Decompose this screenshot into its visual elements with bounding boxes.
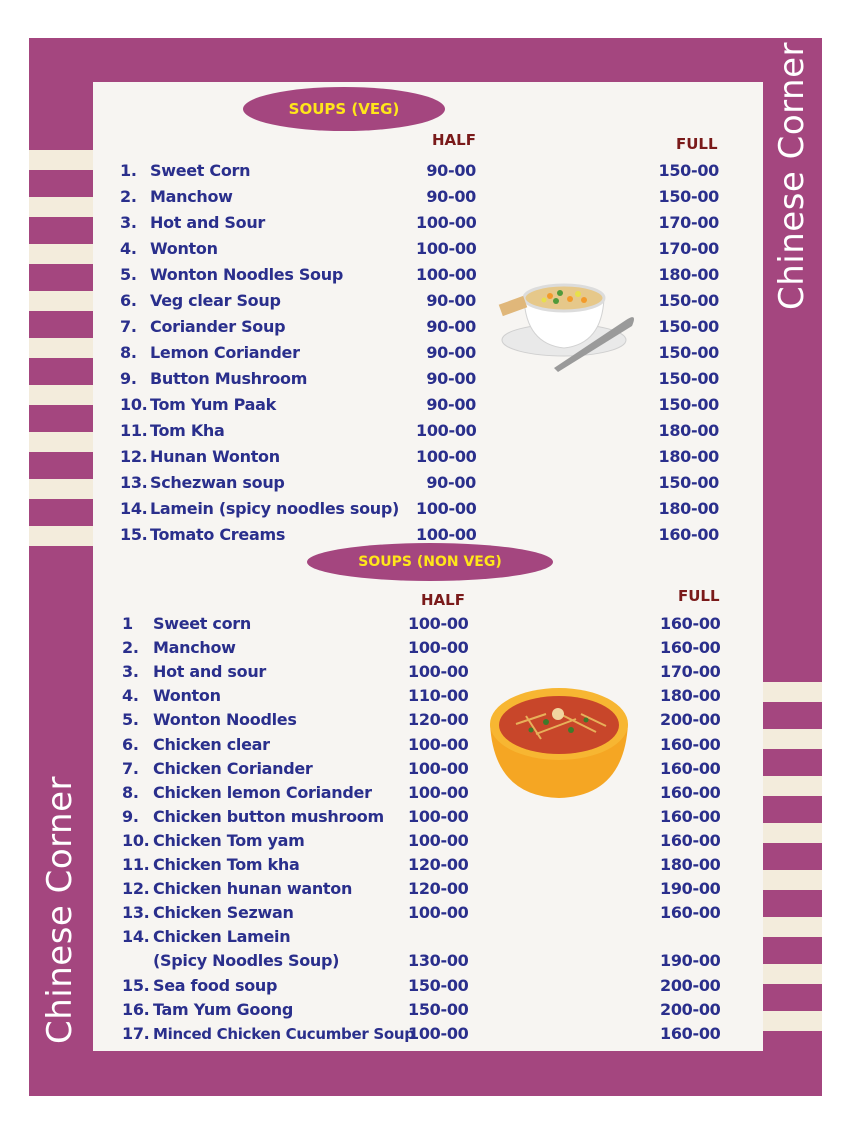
item-full-price: 180-00	[658, 499, 719, 518]
menu-item-row	[0, 471, 850, 495]
nonveg-soup-bowl-image	[486, 684, 632, 802]
item-name: Wonton Noodles Soup	[150, 265, 343, 284]
item-half-price: 90-00	[426, 291, 476, 310]
item-full-price: 180-00	[658, 265, 719, 284]
item-number: 4.	[122, 686, 139, 706]
item-name: Sweet corn	[153, 614, 251, 633]
menu-item-row	[0, 211, 850, 235]
item-name: (Spicy Noodles Soup)	[153, 951, 340, 971]
item-full-price: 150-00	[658, 317, 719, 336]
menu-item-row	[0, 925, 850, 949]
item-name: Sweet Corn	[150, 161, 251, 180]
item-full-price: 160-00	[660, 758, 721, 778]
menu-item-row	[0, 367, 850, 391]
item-half-price: 100-00	[408, 662, 469, 682]
item-number: 17.	[122, 1023, 150, 1043]
item-half-price: 120-00	[408, 710, 469, 730]
item-half-price: 100-00	[408, 903, 469, 923]
item-number: 5.	[120, 265, 137, 284]
item-full-price: 150-00	[658, 473, 719, 492]
item-half-price: 120-00	[408, 855, 469, 874]
item-full-price: 160-00	[660, 1023, 721, 1043]
item-name: Chicken Coriander	[153, 758, 313, 778]
menu-item-row	[0, 419, 850, 443]
item-full-price: 150-00	[658, 343, 719, 362]
item-full-price: 160-00	[660, 782, 721, 802]
item-number: 10.	[120, 395, 148, 414]
menu-item-row	[0, 393, 850, 417]
menu-item-row	[0, 733, 850, 757]
item-full-price: 170-00	[660, 662, 721, 682]
item-full-price: 150-00	[658, 369, 719, 388]
item-half-price: 90-00	[426, 161, 476, 180]
item-half-price: 100-00	[408, 614, 469, 633]
item-name: Chicken lemon Coriander	[153, 782, 372, 802]
item-half-price: 100-00	[408, 1023, 469, 1043]
item-full-price: 160-00	[660, 903, 721, 923]
menu-item-row	[0, 523, 850, 547]
item-half-price: 150-00	[408, 999, 469, 1019]
item-name: Manchow	[150, 187, 233, 206]
item-half-price: 100-00	[408, 830, 469, 850]
veg-soup-bowl-image	[498, 268, 640, 378]
item-number: 12.	[120, 447, 148, 466]
item-half-price: 90-00	[426, 187, 476, 206]
item-full-price: 150-00	[658, 187, 719, 206]
item-full-price: 190-00	[660, 951, 721, 971]
item-full-price: 170-00	[658, 213, 719, 232]
menu-item-row	[0, 829, 850, 853]
item-name: Tom Kha	[150, 421, 225, 440]
item-half-price: 150-00	[408, 975, 469, 995]
item-half-price: 90-00	[426, 369, 476, 388]
item-name: Tom Yum Paak	[150, 395, 277, 414]
item-full-price: 160-00	[660, 638, 721, 658]
item-full-price: 200-00	[660, 999, 721, 1019]
item-full-price: 150-00	[658, 291, 719, 310]
item-name: Tomato Creams	[150, 525, 286, 544]
menu-item-row	[0, 497, 850, 521]
item-number: 1	[122, 614, 133, 633]
menu-item-row	[0, 901, 850, 925]
item-full-price: 160-00	[658, 525, 719, 544]
item-full-price: 150-00	[658, 395, 719, 414]
item-half-price: 100-00	[416, 239, 477, 258]
menu-item-row	[0, 445, 850, 469]
item-number: 2.	[120, 187, 137, 206]
veg-full-header: FULL	[676, 135, 718, 153]
item-half-price: 110-00	[408, 686, 469, 706]
item-full-price: 160-00	[660, 830, 721, 850]
item-name: Hot and sour	[153, 662, 267, 682]
item-half-price: 100-00	[416, 447, 477, 466]
item-name: Hunan Wonton	[150, 447, 280, 466]
menu-item-row	[0, 660, 850, 684]
item-name: Chicken Sezwan	[153, 903, 294, 923]
item-half-price: 100-00	[416, 421, 477, 440]
item-number: 5.	[122, 710, 139, 730]
item-name: Coriander Soup	[150, 317, 286, 336]
nonveg-half-header: HALF	[421, 591, 465, 609]
item-full-price: 160-00	[660, 614, 721, 633]
item-number: 12.	[122, 879, 150, 899]
menu-item-row	[0, 263, 850, 287]
item-number: 16.	[122, 999, 150, 1019]
item-full-price: 170-00	[658, 239, 719, 258]
menu-item-row	[0, 289, 850, 313]
menu-item-row	[0, 949, 850, 973]
menu-item-row	[0, 708, 850, 732]
item-number: 15.	[120, 525, 148, 544]
item-half-price: 100-00	[416, 265, 477, 284]
menu-item-row	[0, 636, 850, 660]
menu-item-row	[0, 781, 850, 805]
item-name: Hot and Sour	[150, 213, 266, 232]
item-number: 11.	[120, 421, 148, 440]
item-name: Wonton	[150, 239, 218, 258]
menu-item-row	[0, 805, 850, 829]
item-full-price: 180-00	[658, 447, 719, 466]
menu-item-row	[0, 998, 850, 1022]
item-half-price: 100-00	[416, 499, 477, 518]
item-name: Chicken hunan wanton	[153, 879, 353, 899]
item-number: 13.	[122, 903, 150, 923]
menu-item-row	[0, 853, 850, 877]
item-full-price: 200-00	[660, 975, 721, 995]
item-name: Button Mushroom	[150, 369, 308, 388]
item-name: Lamein (spicy noodles soup)	[150, 499, 400, 518]
item-name: Manchow	[153, 638, 236, 658]
item-number: 1.	[120, 161, 137, 180]
item-name: Chicken Tom kha	[153, 855, 300, 874]
item-half-price: 100-00	[408, 734, 469, 754]
menu-item-row	[0, 185, 850, 209]
item-name: Schezwan soup	[150, 473, 285, 492]
item-name: Chicken button mushroom	[153, 806, 384, 826]
item-full-price: 180-00	[660, 855, 721, 874]
item-number: 9.	[120, 369, 137, 388]
nonveg-full-header: FULL	[678, 587, 720, 605]
item-full-price: 180-00	[660, 686, 721, 706]
item-number: 2.	[122, 638, 139, 658]
item-number: 11.	[122, 855, 150, 874]
menu-item-row	[0, 1022, 850, 1046]
item-full-price: 180-00	[658, 421, 719, 440]
section-title-nonveg: SOUPS (NON VEG)	[310, 546, 550, 578]
item-half-price: 100-00	[408, 806, 469, 826]
item-half-price: 90-00	[426, 473, 476, 492]
item-number: 14.	[122, 927, 150, 947]
item-half-price: 90-00	[426, 317, 476, 336]
item-number: 13.	[120, 473, 148, 492]
item-name: Chicken clear	[153, 734, 270, 754]
veg-half-header: HALF	[432, 131, 476, 149]
item-number: 8.	[120, 343, 137, 362]
item-name: Sea food soup	[153, 975, 278, 995]
item-name: Wonton Noodles	[153, 710, 297, 730]
item-number: 3.	[120, 213, 137, 232]
item-number: 10.	[122, 830, 150, 850]
item-half-price: 90-00	[426, 395, 476, 414]
item-half-price: 100-00	[416, 213, 477, 232]
menu-item-row	[0, 757, 850, 781]
item-number: 4.	[120, 239, 137, 258]
item-name: Minced Chicken Cucumber Soup	[153, 1024, 415, 1043]
item-full-price: 150-00	[658, 161, 719, 180]
item-half-price: 100-00	[408, 758, 469, 778]
menu-item-row	[0, 684, 850, 708]
menu-item-row	[0, 315, 850, 339]
menu-item-row	[0, 159, 850, 183]
item-number: 6.	[120, 291, 137, 310]
menu-item-row	[0, 612, 850, 636]
menu-item-row	[0, 341, 850, 365]
item-name: Veg clear Soup	[150, 291, 281, 310]
item-half-price: 100-00	[408, 782, 469, 802]
side-title-right: Chinese Corner	[772, 41, 812, 311]
item-half-price: 120-00	[408, 879, 469, 899]
item-number: 9.	[122, 806, 139, 826]
menu-item-row	[0, 237, 850, 261]
item-number: 7.	[122, 758, 139, 778]
item-half-price: 90-00	[426, 343, 476, 362]
item-half-price: 130-00	[408, 951, 469, 971]
menu-item-row	[0, 974, 850, 998]
item-full-price: 160-00	[660, 806, 721, 826]
side-title-left: Chinese Corner	[40, 775, 80, 1045]
item-number: 3.	[122, 662, 139, 682]
item-name: Chicken Lamein	[153, 927, 291, 947]
section-title-veg: SOUPS (VEG)	[246, 90, 442, 128]
item-number: 6.	[122, 734, 139, 754]
item-name: Wonton	[153, 686, 221, 706]
item-number: 7.	[120, 317, 137, 336]
item-full-price: 200-00	[660, 710, 721, 730]
menu-item-row	[0, 877, 850, 901]
item-number: 15.	[122, 975, 150, 995]
item-half-price: 100-00	[408, 638, 469, 658]
item-name: Lemon Coriander	[150, 343, 300, 362]
item-full-price: 160-00	[660, 734, 721, 754]
item-name: Chicken Tom yam	[153, 830, 305, 850]
item-full-price: 190-00	[660, 879, 721, 899]
item-number: 8.	[122, 782, 139, 802]
item-number: 14.	[120, 499, 148, 518]
item-name: Tam Yum Goong	[153, 999, 294, 1019]
item-half-price: 100-00	[416, 525, 477, 544]
